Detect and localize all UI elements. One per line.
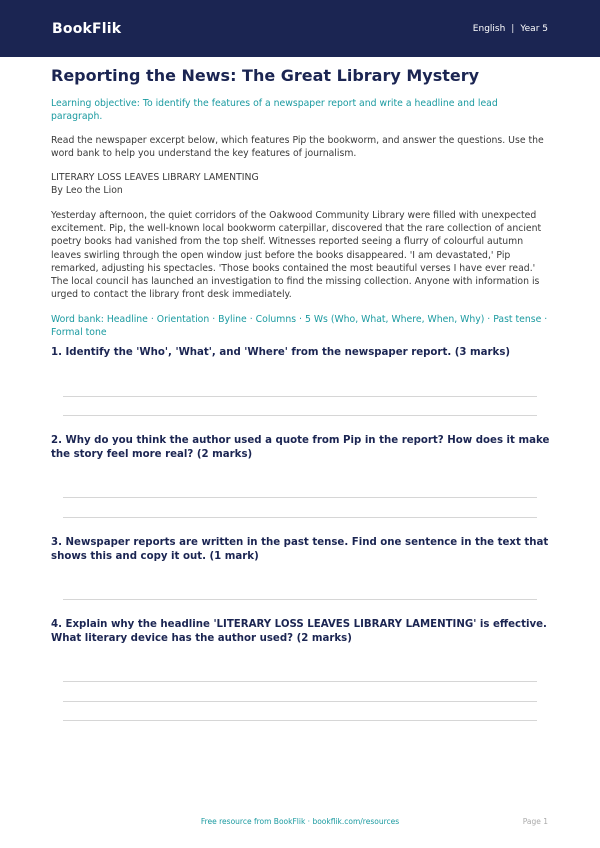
answer-line[interactable] — [63, 599, 537, 600]
article-byline: By Leo the Lion — [51, 185, 123, 196]
footer-link[interactable]: Free resource from BookFlik · bookflik.com/resources — [200, 817, 400, 826]
page-header — [0, 0, 600, 57]
question-4: 4. Explain why the headline 'LITERARY LOSS LEAVES LIBRARY LAMENTING' is effective. What literary device has the author used? (2 marks) — [51, 619, 547, 644]
word-bank: Word bank: Headline · Orientation · Byline · Columns · 5 Ws (Who, What, Where, When, Why) · Past tense · Formal tone — [51, 314, 548, 339]
question-2: 2. Why do you think the author used a quote from Pip in the report? How does it make the story feel more real? (2 marks) — [51, 435, 550, 460]
answer-line[interactable] — [63, 720, 537, 721]
worksheet-content — [51, 66, 551, 339]
instructions: Read the newspaper excerpt below, which features Pip the bookworm, and answer the questions. Use the word bank to help you understand the key features of journalism. — [51, 135, 544, 159]
question-3: 3. Newspaper reports are written in the past tense. Find one sentence in the text that shows this and copy it out. (1 mark) — [51, 537, 549, 562]
header-separator: | — [511, 23, 515, 34]
answer-line[interactable] — [63, 681, 537, 682]
answer-line[interactable] — [63, 497, 537, 498]
article-body: Yesterday afternoon, the quiet corridors of the Oakwood Community Library were filled with unexpected excitement. Pip, the well-known local bookworm caterpillar, discovered that the rare collection of ancient poetry books had vanished from the top shelf. Witnesses reported seeing a flurry of colourful autumn leaves swirling through the open window just before the books disappeared. 'I am devastated,' Pip remarked, adjusting his spectacles. 'Those books contained the most beautiful verses I have ever read.' The local council has launched an investigation to find the missing collection. Anyone with information is urged to contact the library front desk immediately. — [51, 210, 542, 301]
answer-line[interactable] — [63, 701, 537, 702]
page-number: Page 1 — [522, 817, 548, 826]
answer-line[interactable] — [63, 396, 537, 397]
question-1: 1. Identify the 'Who', 'What', and 'Where' from the newspaper report. (3 marks) — [51, 347, 511, 358]
learning-objective: Learning objective: To identify the features of a newspaper report and write a headline and lead paragraph. — [51, 98, 498, 122]
article-headline: LITERARY LOSS LEAVES LIBRARY LAMENTING — [51, 172, 259, 183]
header-meta — [473, 24, 548, 34]
answer-line[interactable] — [63, 415, 537, 416]
brand-logo: BookFlik — [52, 20, 122, 37]
subject-label: English — [472, 23, 506, 34]
year-label: Year 5 — [520, 23, 548, 34]
answer-line[interactable] — [63, 517, 537, 518]
page-title: Reporting the News: The Great Library Mystery — [51, 66, 480, 85]
